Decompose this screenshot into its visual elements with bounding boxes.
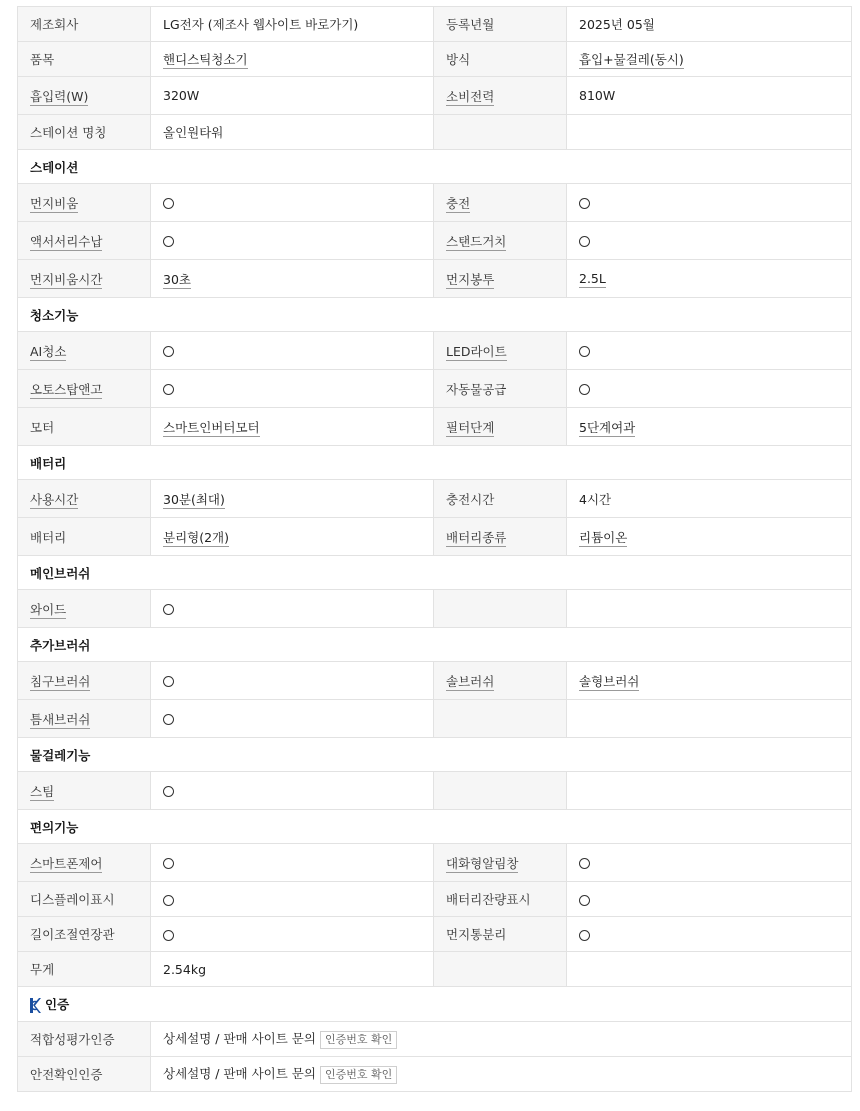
spec-value-cell (151, 882, 434, 917)
spec-value-분리형-2개[interactable]: 분리형(2개) (163, 529, 230, 545)
spec-label-길이조절연장관: 길이조절연장관 (30, 927, 115, 942)
spec-value-리튬이온[interactable]: 리튬이온 (579, 529, 628, 545)
spec-label-솔브러쉬[interactable]: 솔브러쉬 (446, 673, 495, 689)
spec-label-등록년월: 등록년월 (446, 17, 495, 32)
spec-label-cell (18, 184, 151, 222)
cert-label: 적합성평가인증 (18, 1022, 151, 1057)
spec-label-cell (18, 222, 151, 260)
spec-value-cell (567, 700, 852, 738)
spec-label-led라이트[interactable]: LED라이트 (446, 343, 507, 359)
circle-mark-icon (163, 346, 174, 357)
circle-mark-icon (579, 384, 590, 395)
spec-value-5단계여과[interactable]: 5단계여과 (579, 419, 636, 435)
cert-text: 상세설명 / 판매 사이트 문의 (163, 1031, 316, 1047)
cert-label: 안전확인인증 (18, 1057, 151, 1092)
circle-mark-icon (579, 930, 590, 941)
spec-value-cell (567, 917, 852, 952)
spec-label-틈새브러쉬[interactable]: 틈새브러쉬 (30, 711, 91, 727)
spec-label-cell (434, 882, 567, 917)
spec-value-cell (151, 408, 434, 446)
table-row (18, 184, 852, 222)
spec-value-cell (567, 518, 852, 556)
circle-mark-icon (163, 384, 174, 395)
spec-label-모터: 모터 (30, 419, 55, 435)
section-header (18, 298, 852, 332)
spec-label-먼지비움시간[interactable]: 먼지비움시간 (30, 271, 103, 287)
spec-value-cell (151, 115, 434, 150)
spec-label-cell (434, 184, 567, 222)
spec-label-cell (18, 77, 151, 115)
spec-value-2-54kg: 2.54kg (163, 961, 207, 977)
spec-label-cell (434, 260, 567, 298)
spec-value-810w: 810W (579, 88, 616, 103)
circle-mark-icon (163, 930, 174, 941)
spec-label-cell (18, 662, 151, 700)
spec-value-cell (567, 952, 852, 987)
spec-label-스탠드거치[interactable]: 스탠드거치 (446, 233, 507, 249)
spec-value-올인원타워: 올인원타워 (163, 125, 224, 140)
spec-value-cell (151, 222, 434, 260)
cert-number-button[interactable]: 인증번호 확인 (320, 1031, 397, 1049)
spec-value-cell (151, 518, 434, 556)
section-row (18, 628, 852, 662)
spec-label-cell (434, 115, 567, 150)
spec-value-핸디스틱청소기[interactable]: 핸디스틱청소기 (163, 52, 248, 67)
spec-value-cell (151, 772, 434, 810)
circle-mark-icon (163, 895, 174, 906)
spec-label-무게: 무게 (30, 962, 55, 977)
section-header (18, 987, 852, 1022)
circle-mark-icon (579, 895, 590, 906)
section-header (18, 446, 852, 480)
table-row (18, 42, 852, 77)
spec-label-cell (18, 917, 151, 952)
spec-value-cell (151, 590, 434, 628)
spec-label-cell (18, 42, 151, 77)
circle-mark-icon (579, 198, 590, 209)
section-row (18, 987, 852, 1022)
spec-value-cell (151, 42, 434, 77)
spec-label-cell (434, 42, 567, 77)
table-row (18, 222, 852, 260)
spec-label-cell (434, 7, 567, 42)
circle-mark-icon (163, 714, 174, 725)
spec-value-cell (567, 332, 852, 370)
spec-value-2025년-05월: 2025년 05월 (579, 17, 655, 32)
spec-label-자동물공급: 자동물공급 (446, 381, 507, 397)
spec-label-cell (18, 480, 151, 518)
section-title: 메인브러쉬 (30, 565, 91, 581)
table-row (18, 844, 852, 882)
section-header (18, 556, 852, 590)
spec-label-흡입력-w[interactable]: 흡입력(W) (30, 88, 89, 104)
spec-value-cell (567, 42, 852, 77)
spec-value-cell (567, 7, 852, 42)
spec-label-cell (18, 408, 151, 446)
table-row (18, 1057, 852, 1092)
cert-value (151, 1057, 852, 1092)
section-header (18, 738, 852, 772)
spec-label-사용시간[interactable]: 사용시간 (30, 491, 79, 507)
section-title: 물걸레기능 (30, 747, 91, 763)
table-row (18, 332, 852, 370)
circle-mark-icon (163, 198, 174, 209)
section-title: 배터리 (30, 455, 67, 471)
spec-label-먼지봉투[interactable]: 먼지봉투 (446, 271, 495, 287)
spec-value-cell (567, 370, 852, 408)
spec-label-필터단계[interactable]: 필터단계 (446, 419, 495, 435)
spec-label-스팀[interactable]: 스팀 (30, 783, 55, 799)
spec-label-cell (434, 408, 567, 446)
table-row (18, 700, 852, 738)
spec-label-충전시간: 충전시간 (446, 491, 495, 507)
cert-value (151, 1022, 852, 1057)
table-row (18, 590, 852, 628)
spec-value-cell (151, 7, 434, 42)
circle-mark-icon (579, 858, 590, 869)
spec-label-cell (434, 590, 567, 628)
spec-label-스마트폰제어[interactable]: 스마트폰제어 (30, 855, 103, 871)
spec-value-cell (151, 370, 434, 408)
spec-label-먼지통분리: 먼지통분리 (446, 927, 507, 942)
table-row (18, 1022, 852, 1057)
spec-label-대화형알림창[interactable]: 대화형알림창 (446, 855, 519, 871)
table-row (18, 772, 852, 810)
spec-value-30초[interactable]: 30초 (163, 271, 191, 287)
spec-label-cell (18, 952, 151, 987)
spec-label-cell (434, 700, 567, 738)
circle-mark-icon (163, 676, 174, 687)
section-header (18, 628, 852, 662)
table-row (18, 952, 852, 987)
spec-label-cell (434, 518, 567, 556)
spec-value-30분-최대[interactable]: 30분(최대) (163, 491, 225, 507)
spec-value-2-5l[interactable]: 2.5L (579, 271, 606, 286)
spec-value-cell (151, 480, 434, 518)
circle-mark-icon (163, 236, 174, 247)
table-row (18, 408, 852, 446)
spec-label-먼지비움[interactable]: 먼지비움 (30, 195, 79, 211)
section-title: 청소기능 (30, 307, 79, 323)
spec-label-액서서리수납[interactable]: 액서서리수납 (30, 233, 103, 249)
spec-label-cell (18, 518, 151, 556)
table-row (18, 882, 852, 917)
spec-value-cell (567, 772, 852, 810)
circle-mark-icon (579, 346, 590, 357)
spec-label-품목: 품목 (30, 52, 55, 67)
spec-table (17, 6, 852, 1092)
spec-label-배터리: 배터리 (30, 529, 67, 545)
spec-value-320w: 320W (163, 88, 200, 103)
spec-value-흡입-물걸레-동시[interactable]: 흡입+물걸레(동시) (579, 52, 684, 67)
spec-label-침구브러쉬[interactable]: 침구브러쉬 (30, 673, 91, 689)
spec-value-cell (567, 480, 852, 518)
spec-label-cell (434, 77, 567, 115)
spec-value-cell (151, 77, 434, 115)
spec-label-cell (434, 844, 567, 882)
spec-label-배터리종류[interactable]: 배터리종류 (446, 529, 507, 545)
table-row (18, 7, 852, 42)
kc-certification-icon (30, 998, 41, 1013)
spec-value-cell (567, 590, 852, 628)
spec-label-cell (18, 332, 151, 370)
spec-value-cell (151, 260, 434, 298)
spec-label-cell (434, 332, 567, 370)
spec-label-cell (18, 370, 151, 408)
section-row (18, 298, 852, 332)
spec-label-cell (18, 772, 151, 810)
table-row (18, 260, 852, 298)
spec-value-솔형브러쉬[interactable]: 솔형브러쉬 (579, 673, 640, 689)
spec-value-cell (567, 184, 852, 222)
table-row (18, 115, 852, 150)
circle-mark-icon (579, 236, 590, 247)
spec-label-cell (18, 590, 151, 628)
manufacturer-link[interactable]: LG전자 (제조사 웹사이트 바로가기) (163, 17, 359, 32)
circle-mark-icon (163, 786, 174, 797)
spec-label-소비전력[interactable]: 소비전력 (446, 88, 495, 104)
spec-label-배터리잔량표시: 배터리잔량표시 (446, 892, 531, 907)
spec-label-와이드[interactable]: 와이드 (30, 601, 67, 617)
spec-label-cell (18, 844, 151, 882)
spec-label-cell (434, 917, 567, 952)
section-row (18, 556, 852, 590)
section-title: 추가브러쉬 (30, 637, 91, 653)
section-row (18, 150, 852, 184)
spec-value-cell (151, 952, 434, 987)
spec-label-cell (18, 260, 151, 298)
spec-value-cell (567, 77, 852, 115)
spec-label-cell (18, 7, 151, 42)
spec-label-cell (434, 772, 567, 810)
spec-label-디스플레이표시: 디스플레이표시 (30, 892, 115, 907)
spec-label-오토스탑앤고[interactable]: 오토스탑앤고 (30, 381, 103, 397)
cert-number-button[interactable]: 인증번호 확인 (320, 1066, 397, 1084)
spec-label-제조회사: 제조회사 (30, 17, 79, 32)
spec-value-스마트인버터모터[interactable]: 스마트인버터모터 (163, 419, 260, 435)
spec-value-cell (567, 260, 852, 298)
spec-label-cell (434, 480, 567, 518)
section-title: 편의기능 (30, 819, 79, 835)
spec-label-cell (18, 700, 151, 738)
circle-mark-icon (163, 604, 174, 615)
section-header (18, 810, 852, 844)
spec-value-cell (151, 700, 434, 738)
section-title: 스테이션 (30, 159, 79, 175)
section-row (18, 810, 852, 844)
spec-label-ai청소[interactable]: AI청소 (30, 343, 67, 359)
table-row (18, 77, 852, 115)
table-row (18, 370, 852, 408)
spec-value-cell (567, 662, 852, 700)
spec-label-충전[interactable]: 충전 (446, 195, 471, 211)
section-title: 인증 (45, 997, 70, 1012)
cert-text: 상세설명 / 판매 사이트 문의 (163, 1066, 316, 1082)
spec-label-cell (434, 370, 567, 408)
spec-label-cell (18, 882, 151, 917)
circle-mark-icon (163, 858, 174, 869)
spec-value-cell (567, 882, 852, 917)
spec-value-cell (151, 332, 434, 370)
spec-value-cell (151, 917, 434, 952)
spec-label-스테이션-명칭: 스테이션 명칭 (30, 125, 107, 140)
spec-label-cell (434, 222, 567, 260)
spec-value-cell (567, 222, 852, 260)
spec-value-cell (151, 662, 434, 700)
spec-value-cell (151, 184, 434, 222)
table-row (18, 917, 852, 952)
spec-label-cell (434, 662, 567, 700)
spec-value-cell (567, 408, 852, 446)
table-row (18, 662, 852, 700)
spec-label-cell (434, 952, 567, 987)
section-row (18, 446, 852, 480)
spec-value-cell (567, 115, 852, 150)
spec-label-방식: 방식 (446, 52, 471, 67)
spec-value-cell (151, 844, 434, 882)
section-row (18, 738, 852, 772)
section-header (18, 150, 852, 184)
table-row (18, 518, 852, 556)
spec-label-cell (18, 115, 151, 150)
spec-value-4시간: 4시간 (579, 491, 612, 507)
table-row (18, 480, 852, 518)
spec-value-cell (567, 844, 852, 882)
